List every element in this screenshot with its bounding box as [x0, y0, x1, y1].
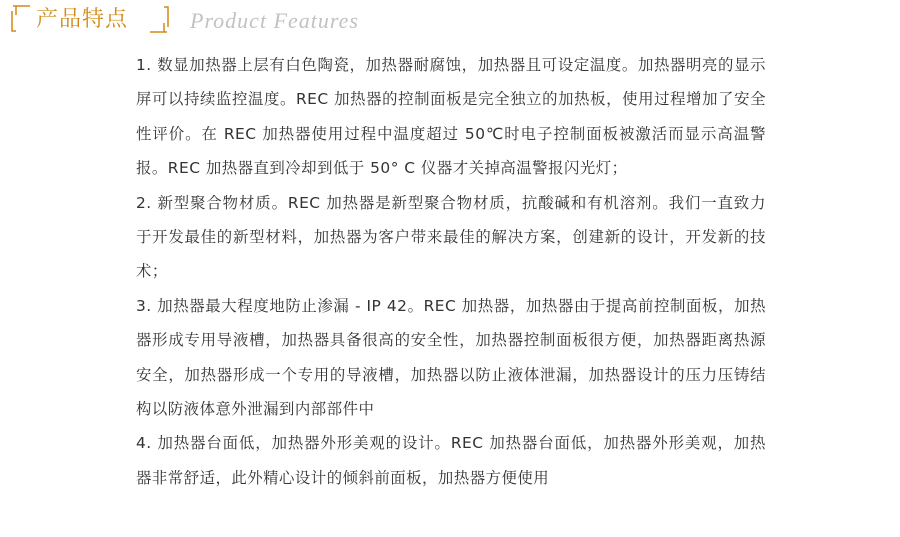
feature-item-1: 1. 数显加热器上层有白色陶瓷，加热器耐腐蚀，加热器且可设定温度。加热器明亮的显示屏可以持续监控温度。REC 加热器的控制面板是完全独立的加热板，使用过程增加了安全性评价。在 REC 加热器使用过程中温度超过 50℃时电子控制面板被激活而显示高温警报。REC 加热器直到冷却到低于 50° C 仪器才关掉高温警报闪光灯； [136, 56, 766, 178]
section-header [0, 0, 900, 42]
feature-item-2: 2. 新型聚合物材质。REC 加热器是新型聚合物材质，抗酸碱和有机溶剂。我们一直致力于开发最佳的新型材料，加热器为客户带来最佳的解决方案，创建新的设计，开发新的技术； [136, 193, 766, 281]
section-title: 产品特点 [36, 7, 129, 32]
corner-bracket-icon [10, 3, 32, 35]
feature-item-4: 4. 加热器台面低，加热器外形美观的设计。REC 加热器台面低，加热器外形美观，加热器非常舒适，此外精心设计的倾斜前面板，加热器方便使用 [136, 434, 766, 487]
feature-item-3: 3. 加热器最大程度地防止渗漏 - IP 42。REC 加热器，加热器由于提高前控制面板，加热器形成专用导液槽，加热器具备很高的安全性，加热器控制面板很方便，加热器距离热源安全，加热器形成一个专用的导液槽，加热器以防止液体泄漏，加热器设计的压力压铸结构以防液体意外泄漏到内部部件中 [136, 296, 766, 419]
corner-bracket-icon [148, 3, 170, 35]
section-subtitle: Product Features [190, 8, 359, 33]
features-list [136, 48, 766, 495]
